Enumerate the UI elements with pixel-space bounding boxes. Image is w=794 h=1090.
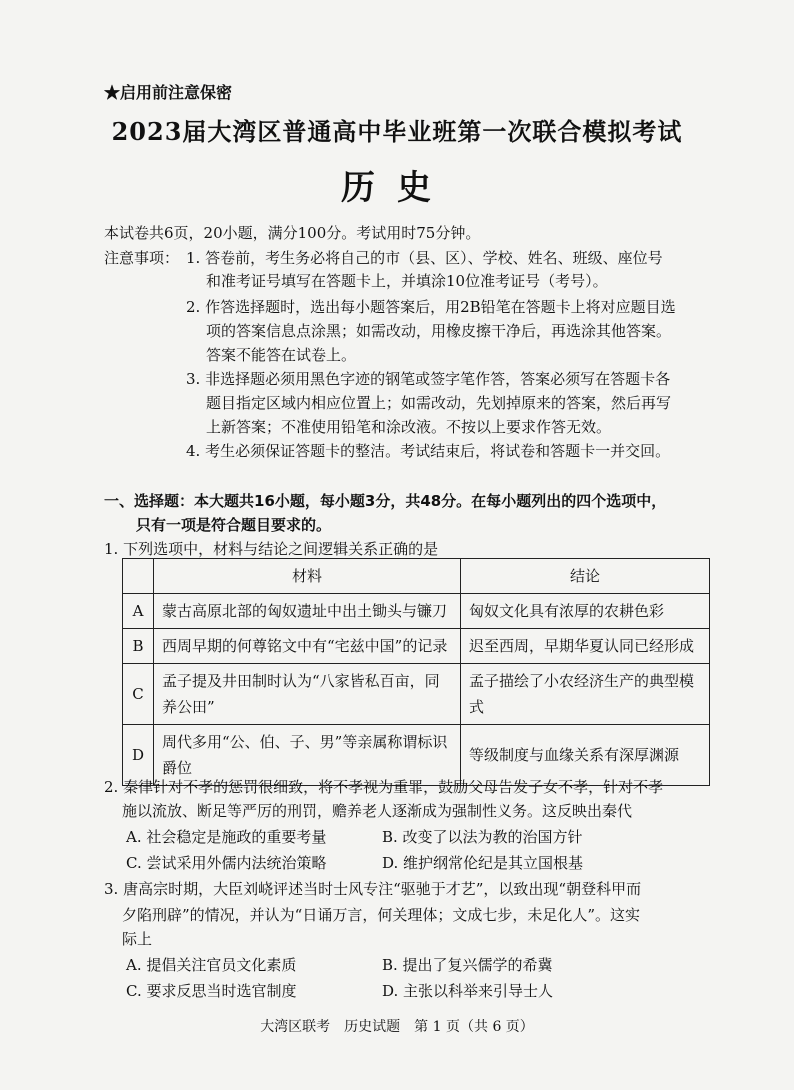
note-line: 答案不能答在试卷上。 — [206, 346, 357, 364]
table-row — [123, 664, 710, 725]
exam-info: 本试卷共6页，20小题，满分100分。考试用时75分钟。 — [104, 224, 481, 242]
row-letter: C — [123, 664, 154, 725]
page-footer: 大湾区联考 历史试题 第 1 页（共 6 页） — [260, 1019, 534, 1035]
option-c: C. 尝试采用外儒内法统治策略 — [126, 854, 327, 872]
option-d: D. 维护纲常伦纪是其立国根基 — [382, 854, 584, 872]
row-material: 孟子提及井田制时认为“八家皆私百亩，同养公田” — [154, 664, 461, 725]
table-header-conclusion: 结论 — [461, 559, 710, 594]
question-3-stem: 3. 唐高宗时期，大臣刘峣评述当时士风专注“驱驰于才艺”，以致出现“朝登科甲而 — [104, 880, 642, 898]
table-row — [123, 594, 710, 629]
option-c: C. 要求反思当时选官制度 — [126, 982, 297, 1000]
row-material: 西周早期的何尊铭文中有“宅兹中国”的记录 — [154, 629, 461, 664]
question-2-stem: 2. 秦律针对不孝的惩罚很细致，将不孝视为重罪，鼓励父母告发子女不孝，针对不孝 — [104, 778, 664, 796]
table-header-row — [123, 559, 710, 594]
note-line: 2. 作答选择题时，选出每小题答案后，用2B铅笔在答题卡上将对应题目选 — [186, 298, 676, 316]
option-d: D. 主张以科举来引导士人 — [382, 982, 554, 1000]
note-line: 4. 考生必须保证答题卡的整洁。考试结束后，将试卷和答题卡一并交回。 — [186, 442, 671, 460]
row-conclusion: 迟至西周，早期华夏认同已经形成 — [461, 629, 710, 664]
table-header-material: 材料 — [154, 559, 461, 594]
table-row — [123, 629, 710, 664]
note-line: 1. 答卷前，考生务必将自己的市（县、区）、学校、姓名、班级、座位号 — [186, 249, 663, 267]
question-1-stem: 1. 下列选项中，材料与结论之间逻辑关系正确的是 — [104, 540, 439, 558]
section-heading-cont: 只有一项是符合题目要求的。 — [136, 516, 332, 534]
row-letter: D — [123, 725, 154, 786]
row-material: 周代多用“公、伯、子、男”等亲属称谓标识爵位 — [154, 725, 461, 786]
question-2-stem: 施以流放、断足等严厉的刑罚，赡养老人逐渐成为强制性义务。这反映出秦代 — [122, 802, 633, 820]
note-line: 项的答案信息点涂黑；如需改动，用橡皮擦干净后，再选涂其他答案。 — [206, 322, 672, 340]
note-line: 题目指定区域内相应位置上；如需改动，先划掉原来的答案，然后再写 — [206, 394, 672, 412]
question-1-table — [122, 558, 710, 786]
note-line: 和准考证号填写在答题卡上，并填涂10位准考证号（考号）。 — [206, 272, 608, 290]
table-header-blank — [123, 559, 154, 594]
confidential-label: ★启用前注意保密 — [104, 83, 233, 102]
option-b: B. 改变了以法为教的治国方针 — [382, 828, 583, 846]
option-b: B. 提出了复兴儒学的希冀 — [382, 956, 553, 974]
subject-title: 历史 — [341, 168, 453, 208]
row-conclusion: 等级制度与血缘关系有深厚渊源 — [461, 725, 710, 786]
exam-title: 2023届大湾区普通高中毕业班第一次联合模拟考试 — [111, 117, 683, 146]
option-a: A. 提倡关注官员文化素质 — [126, 956, 297, 974]
row-conclusion: 孟子描绘了小农经济生产的典型模式 — [461, 664, 710, 725]
option-a: A. 社会稳定是施政的重要考量 — [126, 828, 327, 846]
question-3-stem: 夕陷刑辟”的情况，并认为“日诵万言，何关理体；文成七步，未足化人”。这实 — [122, 906, 641, 924]
row-letter: A — [123, 594, 154, 629]
note-line: 3. 非选择题必须用黑色字迹的钢笔或签字笔作答，答案必须写在答题卡各 — [186, 370, 671, 388]
row-material: 蒙古高原北部的匈奴遗址中出土锄头与镰刀 — [154, 594, 461, 629]
notes-label: 注意事项： — [104, 249, 180, 267]
row-letter: B — [123, 629, 154, 664]
note-line: 上新答案；不准使用铅笔和涂改液。不按以上要求作答无效。 — [206, 418, 612, 436]
section-heading: 一、选择题：本大题共16小题，每小题3分，共48分。在每小题列出的四个选项中， — [104, 492, 667, 510]
question-3-stem: 际上 — [122, 930, 153, 948]
row-conclusion: 匈奴文化具有浓厚的农耕色彩 — [461, 594, 710, 629]
